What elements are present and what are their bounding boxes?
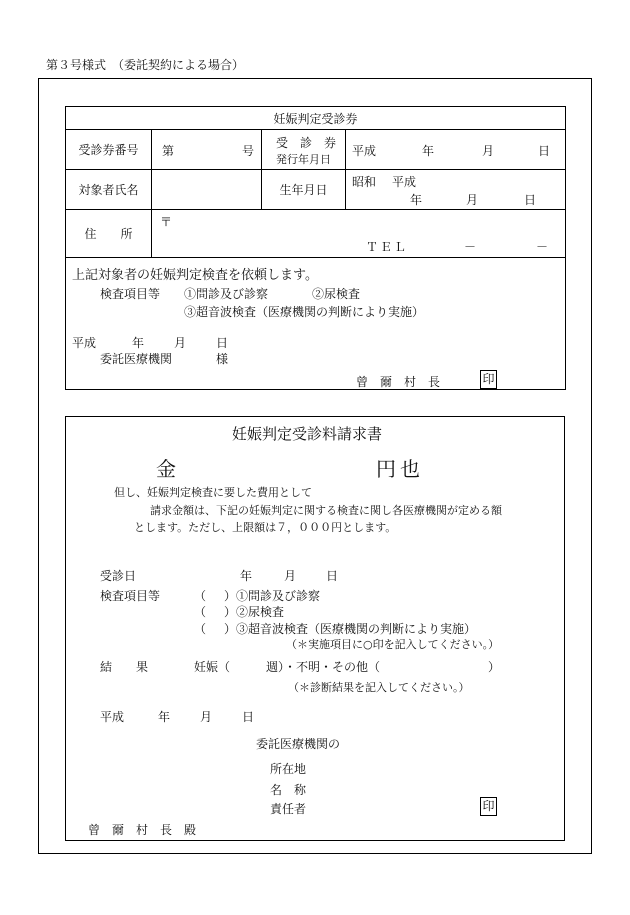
item-2-paren-r: ） — [224, 605, 237, 619]
dai-label: 第 — [162, 144, 175, 158]
invoice-item-1: ①問診及び診察 — [236, 589, 321, 603]
dob-era-2: 平成 — [392, 175, 417, 189]
invoice-date-era: 平成 — [100, 710, 125, 724]
invoice-title: 妊娠判定受診料請求書 — [232, 425, 383, 443]
visit-label: 受診日 — [100, 569, 137, 583]
item-3-paren-l: （ — [194, 622, 207, 636]
address-label-inv: 所在地 — [270, 762, 307, 776]
request-date-era: 平成 — [72, 336, 97, 350]
request-to-label: 委託医療機関 — [100, 352, 173, 366]
request-date-tsuki: 月 — [174, 336, 187, 350]
item-2-paren-l: （ — [194, 605, 207, 619]
request-date-nen: 年 — [132, 336, 145, 350]
postal-mark: 〒 — [160, 215, 173, 229]
item-1-paren-r: ） — [224, 589, 237, 603]
invoice-seal-mark: 印 — [480, 797, 497, 816]
name-field[interactable] — [152, 170, 262, 210]
go-label: 号 — [242, 144, 255, 158]
invoice-note-3: とします。ただし、上限額は７，０００円とします。 — [134, 521, 397, 534]
visit-hi: 日 — [326, 569, 339, 583]
request-seal-mark: 印 — [480, 370, 497, 389]
kin-label: 金 — [156, 457, 176, 481]
dob-tsuki: 月 — [466, 193, 479, 207]
institution-label: 委託医療機関の — [256, 737, 341, 751]
voucher-number-label: 受診券番号 — [66, 130, 152, 170]
issue-label-1: 受 診 券 — [276, 136, 337, 150]
issue-hi: 日 — [538, 144, 551, 158]
issue-nen: 年 — [422, 144, 435, 158]
invoice-date-tsuki: 月 — [200, 710, 213, 724]
issue-date-label-cell — [262, 130, 346, 170]
item-1-paren-l: （ — [194, 589, 207, 603]
voucher-title: 妊娠判定受診券 — [66, 107, 566, 130]
invoice-date-nen: 年 — [158, 710, 171, 724]
dob-cell — [346, 170, 566, 210]
request-line: 上記対象者の妊娠判定検査を依頼します。 — [72, 268, 318, 283]
invoice-note-1: 但し、妊娠判定検査に要した費用として — [114, 486, 312, 499]
address-label: 住 所 — [66, 210, 152, 258]
result-note: （＊診断結果を記入してください。） — [288, 681, 470, 694]
issue-label-2: 発行年月日 — [276, 153, 331, 166]
visit-tsuki: 月 — [284, 569, 297, 583]
name-label: 対象者氏名 — [66, 170, 152, 210]
tel-label: ＴＥＬ — [366, 240, 409, 254]
invoice-box — [65, 416, 565, 841]
result-options: 妊娠（ 週）・不明・その他（ ） — [194, 660, 501, 674]
issue-date-cell — [346, 130, 566, 170]
issue-era: 平成 — [352, 144, 377, 158]
tel-dash-1: － — [464, 240, 477, 254]
tel-dash-2: － — [536, 240, 549, 254]
voucher-table — [65, 106, 566, 390]
request-mayor: 曾 爾 村 長 — [356, 375, 441, 389]
addressee: 曾 爾 村 長 殿 — [88, 823, 197, 837]
issue-tsuki: 月 — [482, 144, 495, 158]
item-3-paren-r: ） — [224, 622, 237, 636]
invoice-note-2: 請求金額は、下記の妊娠判定に関する検査に関し各医療機関が定める額 — [150, 504, 502, 517]
invoice-item-2: ②尿検査 — [236, 605, 285, 619]
result-label: 結 果 — [100, 660, 149, 674]
form-number: 第３号様式 （委託契約による場合） — [46, 58, 245, 72]
voucher-number-cell — [152, 130, 262, 170]
dob-label: 生年月日 — [262, 170, 346, 210]
invoice-date-hi: 日 — [242, 710, 255, 724]
request-item-3: ③超音波検査（医療機関の判断により実施） — [184, 305, 425, 319]
request-cell — [66, 258, 566, 390]
request-item-1: ①問診及び診察 — [184, 287, 269, 301]
item-note: （＊実施項目に○印を記入してください。） — [286, 638, 500, 651]
address-cell[interactable] — [152, 210, 566, 258]
dob-nen: 年 — [410, 193, 423, 207]
dob-era-1: 昭和 — [352, 175, 377, 189]
responsible-label: 責任者 — [270, 802, 307, 816]
request-items-label: 検査項目等 — [100, 287, 161, 301]
request-date-hi: 日 — [216, 336, 229, 350]
dob-hi: 日 — [524, 193, 537, 207]
visit-nen: 年 — [240, 569, 253, 583]
name-label-inv: 名 称 — [270, 783, 307, 797]
request-sama: 様 — [216, 352, 229, 366]
invoice-item-3: ③超音波検査（医療機関の判断により実施） — [236, 622, 477, 636]
invoice-items-label: 検査項目等 — [100, 589, 161, 603]
enya-label: 円也 — [376, 457, 424, 481]
request-item-2: ②尿検査 — [312, 287, 361, 301]
